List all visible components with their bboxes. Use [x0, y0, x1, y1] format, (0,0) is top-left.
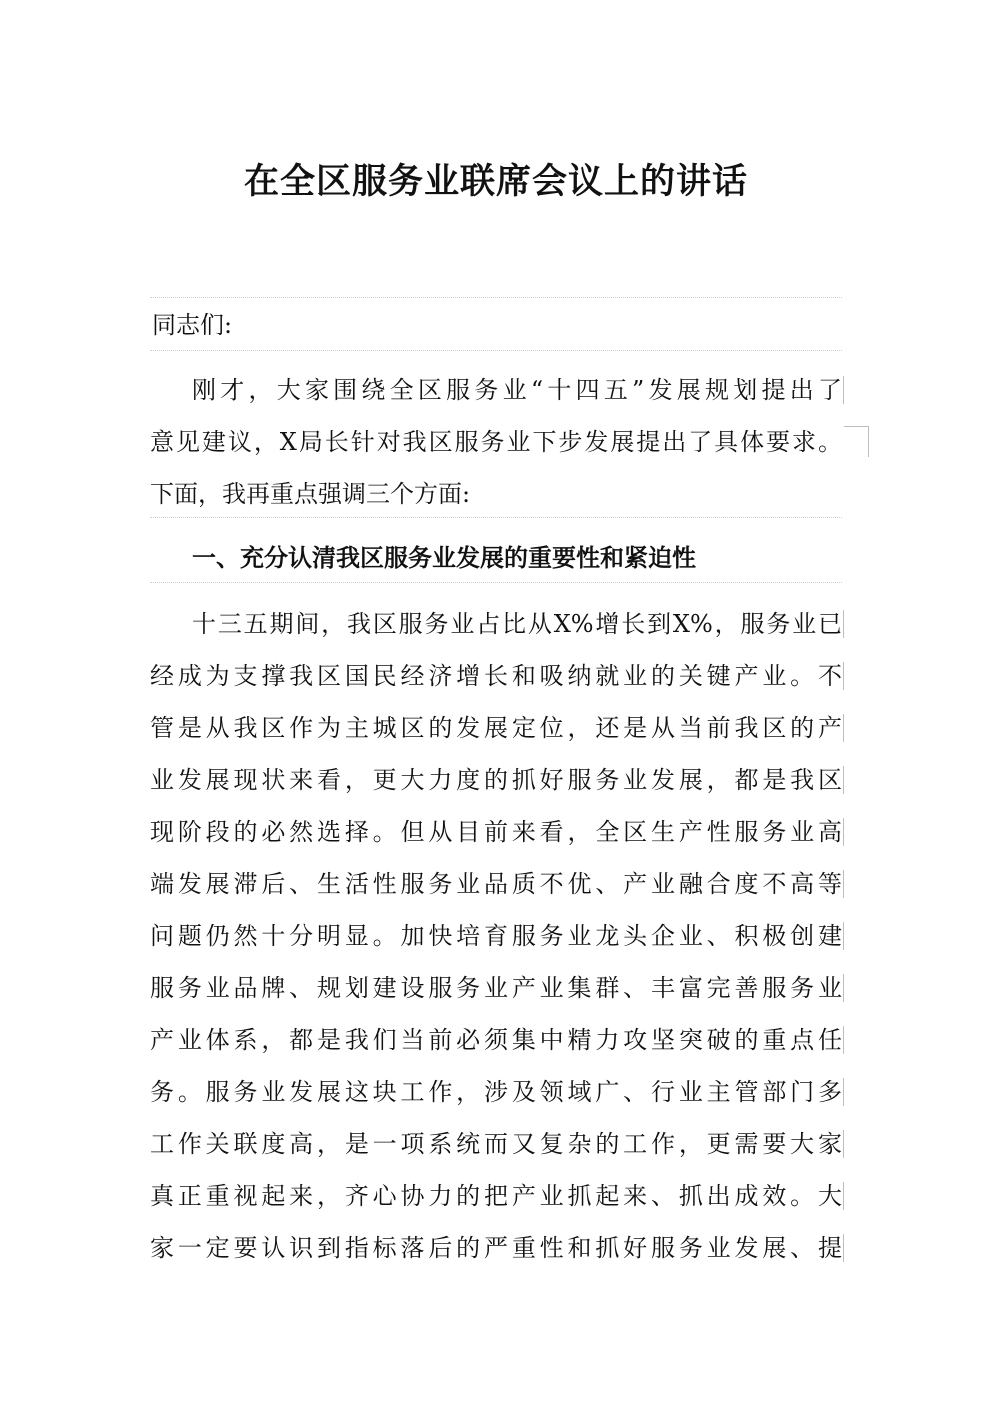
intro-line: 意见建议，X局长针对我区服务业下步发展提出了具体要求。 — [150, 428, 842, 456]
paragraph-divider — [150, 517, 842, 518]
line-end-mark — [843, 766, 844, 794]
paragraph-divider — [150, 582, 842, 583]
line-end-mark — [843, 714, 844, 742]
line-end-mark — [843, 1182, 844, 1210]
line-end-mark — [843, 974, 844, 1002]
body-line: 服务业品牌、规划建设服务业产业集群、丰富完善服务业 — [150, 974, 842, 1002]
line-end-mark — [843, 1078, 844, 1106]
body-line: 产业体系，都是我们当前必须集中精力攻坚突破的重点任 — [150, 1026, 842, 1054]
line-end-corner-mark — [844, 426, 869, 457]
body-line: 管是从我区作为主城区的发展定位，还是从当前我区的产 — [150, 714, 842, 742]
intro-paragraph — [150, 361, 842, 517]
body-line: 工作关联度高，是一项系统而又复杂的工作，更需要大家 — [150, 1130, 842, 1158]
salutation-block — [150, 297, 842, 351]
body-line: 问题仍然十分明显。加快培育服务业龙头企业、积极创建 — [150, 922, 842, 950]
intro-line: 下面，我再重点强调三个方面: — [150, 480, 471, 508]
line-end-mark — [843, 1026, 844, 1054]
line-end-mark — [843, 818, 844, 846]
line-end-mark — [843, 610, 844, 638]
intro-line: 刚才，大家围绕全区服务业“十四五”发展规划提出了 — [192, 376, 842, 404]
salutation: 同志们: — [152, 311, 233, 339]
line-end-mark — [843, 870, 844, 898]
body-line: 经成为支撑我区国民经济增长和吸纳就业的关键产业。不 — [150, 662, 842, 690]
body-line: 真正重视起来，齐心协力的把产业抓起来、抓出成效。大 — [150, 1182, 842, 1210]
line-end-mark — [843, 662, 844, 690]
body-line: 现阶段的必然选择。但从目前来看，全区生产性服务业高 — [150, 818, 842, 846]
line-end-mark — [843, 376, 844, 404]
body-line: 十三五期间，我区服务业占比从X%增长到X%，服务业已 — [192, 610, 842, 638]
body-line: 端发展滞后、生活性服务业品质不优、产业融合度不高等 — [150, 870, 842, 898]
body-line: 业发展现状来看，更大力度的抓好服务业发展，都是我区 — [150, 766, 842, 794]
section-heading: 一、充分认清我区服务业发展的重要性和紧迫性 — [192, 543, 696, 572]
body-line: 务。服务业发展这块工作，涉及领域广、行业主管部门多 — [150, 1078, 842, 1106]
section1-paragraph — [150, 595, 842, 1275]
line-end-mark — [843, 922, 844, 950]
line-end-mark — [843, 1130, 844, 1158]
body-line: 家一定要认识到指标落后的严重性和抓好服务业发展、提 — [150, 1234, 842, 1262]
document-title: 在全区服务业联席会议上的讲话 — [243, 161, 748, 202]
line-end-mark — [843, 1234, 844, 1262]
